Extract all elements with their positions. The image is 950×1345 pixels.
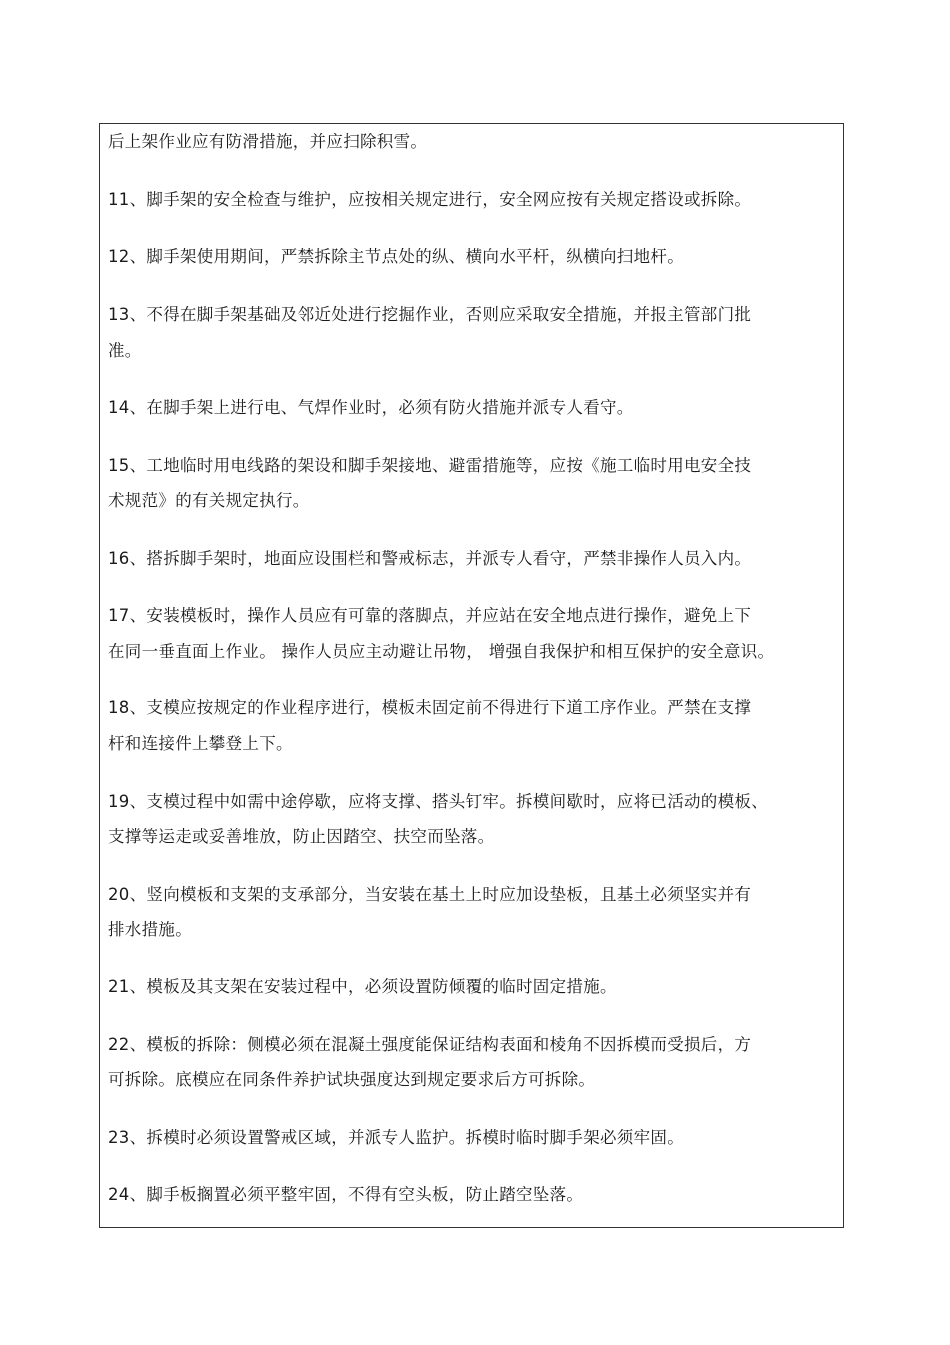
text-line-3: 12、脚手架使用期间，严禁拆除主节点处的纵、横向水平杆，纵横向扫地杆。	[108, 247, 684, 266]
text-line-22: 24、脚手板搁置必须平整牢固，不得有空头板，防止踏空坠落。	[108, 1185, 584, 1204]
text-line-4: 13、不得在脚手架基础及邻近处进行挖掘作业，否则应采取安全措施，并报主管部门批	[108, 305, 752, 324]
text-line-20: 可拆除。底模应在同条件养护试块强度达到规定要求后方可拆除。	[108, 1070, 596, 1089]
text-line-14: 19、支模过程中如需中途停歇，应将支撑、搭头钉牢。拆模间歇时，应将已活动的模板、	[108, 792, 768, 811]
text-line-6: 14、在脚手架上进行电、气焊作业时，必须有防火措施并派专人看守。	[108, 398, 634, 417]
text-line-5: 准。	[108, 341, 142, 360]
text-line-11: 在同一垂直面上作业。 操作人员应主动避让吊物， 增强自我保护和相互保护的安全意识。	[108, 642, 775, 661]
text-line-17: 排水措施。	[108, 920, 192, 939]
text-line-1: 后上架作业应有防滑措施，并应扫除积雪。	[108, 132, 428, 151]
text-line-13: 杆和连接件上攀登上下。	[108, 734, 293, 753]
text-line-15: 支撑等运走或妥善堆放，防止因踏空、扶空而坠落。	[108, 827, 495, 846]
text-line-7: 15、工地临时用电线路的架设和脚手架接地、避雷措施等，应按《施工临时用电安全技	[108, 456, 752, 475]
text-line-9: 16、搭拆脚手架时，地面应设围栏和警戒标志，并派专人看守，严禁非操作人员入内。	[108, 549, 752, 568]
text-line-16: 20、竖向模板和支架的支承部分，当安装在基土上时应加设垫板，且基土必须坚实并有	[108, 885, 752, 904]
text-line-10: 17、安装模板时，操作人员应有可靠的落脚点，并应站在安全地点进行操作，避免上下	[108, 606, 752, 625]
text-line-12: 18、支模应按规定的作业程序进行，模板未固定前不得进行下道工序作业。严禁在支撑	[108, 698, 752, 717]
text-line-8: 术规范》的有关规定执行。	[108, 491, 310, 510]
content-box	[99, 123, 844, 1228]
text-line-19: 22、模板的拆除：侧模必须在混凝土强度能保证结构表面和棱角不因拆模而受损后，方	[108, 1035, 752, 1054]
text-line-18: 21、模板及其支架在安装过程中，必须设置防倾覆的临时固定措施。	[108, 977, 617, 996]
text-line-21: 23、拆模时必须设置警戒区域，并派专人监护。拆模时临时脚手架必须牢固。	[108, 1128, 684, 1147]
text-line-2: 11、脚手架的安全检查与维护，应按相关规定进行，安全网应按有关规定搭设或拆除。	[108, 190, 752, 209]
